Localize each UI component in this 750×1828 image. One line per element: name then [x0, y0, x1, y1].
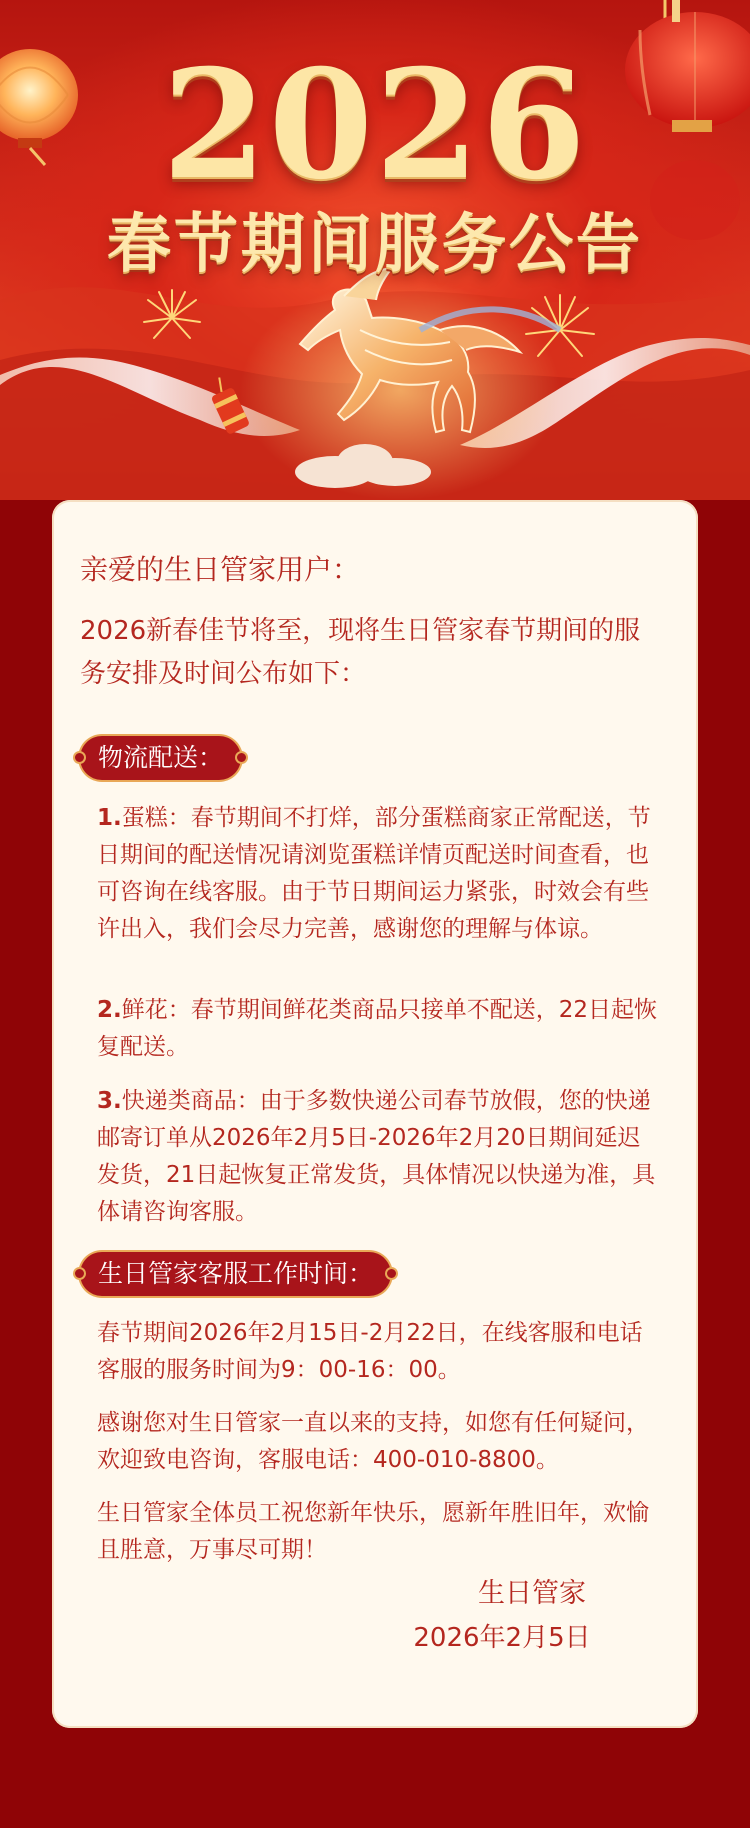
thanks-text: 感谢您对生日管家一直以来的支持，如您有任何疑问，欢迎致电咨询，客服电话：400-010-8800。	[97, 1410, 649, 1473]
item-text: 鲜花：春节期间鲜花类商品只接单不配送，22日起恢复配送。	[97, 997, 658, 1060]
logistics-heading: 物流配送：	[80, 736, 241, 780]
logistics-item-flowers	[97, 992, 659, 1066]
item-text: 快递类商品：由于多数快递公司春节放假，您的快递邮寄订单从2026年2月5日-2026年2月20日期间延迟发货，21日起恢复正常发货，具体情况以快递为准，具体请咨询客服。	[97, 1088, 656, 1225]
item-number: 3.	[97, 1088, 122, 1114]
intro-paragraph: 2026新春佳节将至，现将生日管家春节期间的服务安排及时间公布如下：	[80, 616, 641, 689]
logistics-item-express	[97, 1083, 659, 1231]
greeting: 亲爱的生日管家用户：	[80, 553, 361, 586]
wishes-text: 生日管家全体员工祝您新年快乐，愿新年胜旧年，欢愉且胜意，万事尽可期！	[97, 1500, 649, 1563]
hero-banner	[0, 0, 750, 500]
notice-card	[52, 500, 698, 1728]
signature-date: 2026年2月5日	[413, 1623, 591, 1653]
item-number: 2.	[97, 997, 122, 1023]
item-text: 蛋糕：春节期间不打烊，部分蛋糕商家正常配送，节日期间的配送情况请浏览蛋糕详情页配送时间查看，也可咨询在线客服。由于节日期间运力紧张，时效会有些许出入，我们会尽力完善，感谢您的理解与体谅。	[97, 805, 651, 942]
service-hours-heading: 生日管家客服工作时间：	[80, 1252, 391, 1296]
hero-year: 2026	[162, 37, 588, 213]
service-hours-text: 春节期间2026年2月15日-2月22日，在线客服和电话客服的服务时间为9：00-16：00。	[97, 1320, 643, 1383]
logistics-item-cake	[97, 800, 659, 948]
item-number: 1.	[97, 805, 122, 831]
signature: 生日管家	[478, 1578, 586, 1609]
hero-headline: 春节期间服务公告	[107, 207, 643, 282]
